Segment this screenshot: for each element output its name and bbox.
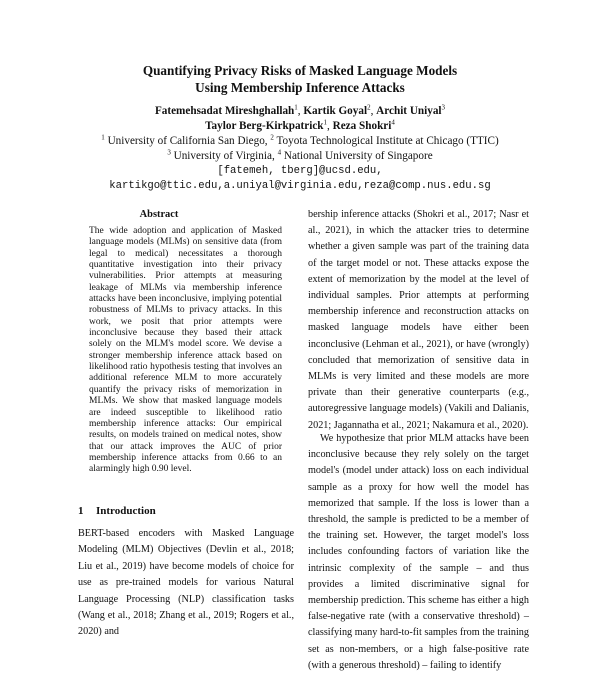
paper-title-line-2: Using Membership Inference Attacks — [195, 80, 405, 95]
author-affil-mark: 1 — [323, 118, 328, 127]
section-heading-introduction — [78, 505, 156, 517]
author-name: Fatemehsadat Mireshghallah — [154, 105, 295, 117]
section-title: Introduction — [96, 505, 156, 517]
abstract-body: The wide adoption and application of Masked language models (MLMs) on sensitive data (from legal to medical) necessitates a thorough quantitative investigation into their privacy vulnerabilities. Prior attempts at measuring leakage of MLMs via membership inference attacks have been inconclusive, implying potential robustness of MLMs to privacy attacks. In this work, we posit that prior attempts were inconclusive because they based their attack solely on the MLM's model score. We devise a stronger membership inference attack based on likelihood ratio hypothesis testing that involves an additional reference MLM to more accurately quantify the privacy risks of memorization in MLMs. We show that masked language models are indeed susceptible to likelihood ratio membership inference attacks: Our empirical results, on models trained on medical notes, show that our attack improves the AUC of prior membership inference attacks from 0.66 to an alarmingly high 0.90 level. — [89, 226, 282, 475]
author-affil-mark: 2 — [367, 103, 371, 112]
affiliations-line-1 — [30, 134, 570, 149]
author-affil-mark: 1 — [294, 103, 298, 112]
section-number: 1 — [78, 505, 84, 517]
author-name: Taylor Berg-Kirkpatrick — [205, 120, 324, 132]
author-name: Reza Shokri — [332, 120, 392, 132]
abstract-heading: Abstract — [139, 209, 179, 220]
author-name: Archit Uniyal — [376, 105, 442, 117]
affiliation-text: University of California San Diego, — [104, 135, 271, 147]
paper-title-line-1: Quantifying Privacy Risks of Masked Language Models — [142, 63, 458, 78]
affiliation-text: University of Virginia, — [170, 150, 278, 162]
author-affil-mark: 3 — [441, 103, 446, 112]
affiliations-line-2 — [30, 149, 570, 164]
authors-line-1: Fatemehsadat Mireshghallah$^1$, Kartik Goyal$^2$, Archit Uniyal$^3$ — [154, 103, 446, 117]
introduction-body: BERT-based encoders with Masked Language Modeling (MLM) Objectives (Devlin et al., 2018; Liu et al., 2019) have become models of choice for use as pre-trained models for various Natural Language Processing (NLP) classification tasks (Wang et al., 2018; Zhang et al., 2019; Rogers et al., 2020) and — [78, 528, 294, 638]
affil-mark: 1 — [101, 133, 105, 142]
right-column-paragraph-2: We hypothesize that prior MLM attacks have been inconclusive because they rely solely on the target model's (model under attack) loss on each individual sample as a proxy for how well the model has memorized that sample. If the loss is lower than a threshold, the sample is predicted to be a member of the training set. However, the target model's loss includes confounding factors of variation like the intrinsic complexity of the sample – and thus provides a limited discriminative signal for membership prediction. This scheme has either a high false-negative rate (with a conservative threshold) – classifying many hard-to-fit samples from the training set as non-members, or a high false-positive rate (with a generous threshold) – failing to identify — [308, 433, 529, 671]
authors-line-2: Taylor Berg-Kirkpatrick$^1$, Reza Shokri$^4$ — [205, 118, 395, 132]
affiliation-text: Toyota Technological Institute at Chicago (TTIC) — [273, 135, 499, 147]
email-line-1: [fatemeh, tberg]@ucsd.edu, — [217, 165, 383, 177]
affiliation-text: National University of Singapore — [281, 150, 433, 162]
author-name: Kartik Goyal — [303, 105, 368, 117]
affil-mark: 2 — [270, 133, 274, 142]
author-affil-mark: 4 — [391, 118, 395, 127]
right-column-paragraph-1: bership inference attacks (Shokri et al., 2017; Nasr et al., 2021), in which the attacker tries to determine whether a given sample was part of the training data of the target model or not. These attacks expose the extent of memorization by the model at the level of individual samples. Prior attempts at performing membership inference and reconstruction attacks on masked language models have either been inconclusive (Lehman et al., 2021), or have (wrongly) concluded that memorization of sensitive data in MLMs is very limited and these models are more private than their generative counterparts (e.g., autoregressive language models) (Vakili and Dalianis, 2021; Jagannatha et al., 2021; Nakamura et al., 2020). — [308, 209, 529, 431]
affil-mark: 3 — [167, 148, 171, 157]
affil-mark: 4 — [277, 148, 282, 157]
email-line-2: kartikgo@ttic.edu,a.uniyal@virginia.edu,reza@comp.nus.edu.sg — [109, 180, 491, 192]
